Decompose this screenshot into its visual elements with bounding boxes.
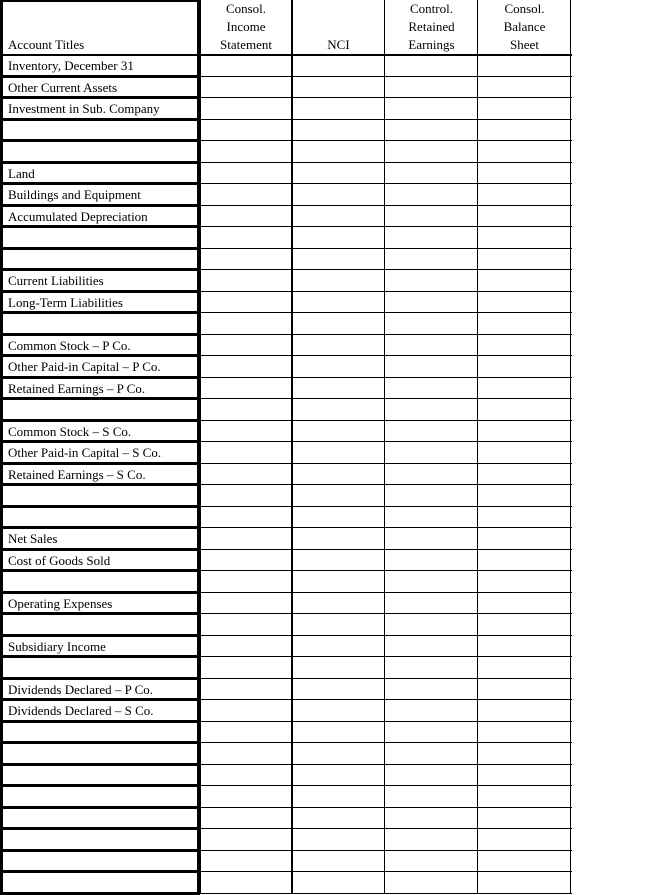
row-divider — [0, 720, 200, 723]
row-line — [200, 850, 572, 851]
account-title-cell: Retained Earnings – P Co. — [8, 380, 146, 396]
account-title-cell: Common Stock – S Co. — [8, 423, 132, 439]
row-divider — [0, 139, 200, 142]
row-divider — [0, 96, 200, 99]
row-divider — [0, 698, 200, 701]
row-divider — [0, 870, 200, 873]
row-divider — [0, 225, 200, 228]
row-line — [200, 291, 572, 292]
row-line — [200, 807, 572, 808]
row-line — [200, 570, 572, 571]
row-divider — [0, 75, 200, 78]
row-line — [200, 355, 572, 356]
row-line — [200, 463, 572, 464]
account-title-cell: Long-Term Liabilities — [8, 294, 123, 310]
column-line — [570, 0, 571, 894]
account-title-cell: Subsidiary Income — [8, 638, 106, 654]
account-title-cell: Other Paid-in Capital – S Co. — [8, 445, 162, 460]
row-line — [200, 226, 572, 227]
row-divider — [0, 892, 200, 895]
header-control-retained-earnings: Control. Retained Earnings — [408, 1, 455, 52]
account-title-cell: Dividends Declared – S Co. — [8, 703, 154, 718]
account-title-cell: Retained Earnings – S Co. — [8, 466, 146, 482]
row-line — [200, 592, 572, 593]
account-title-cell: Current Liabilities — [8, 273, 104, 288]
row-line — [200, 828, 572, 829]
row-line — [200, 140, 572, 141]
account-title-cell: Common Stock – P Co. — [8, 337, 131, 353]
account-title-cell: Land — [8, 165, 35, 181]
account-title-cell: Buildings and Equipment — [8, 187, 141, 202]
row-divider — [0, 440, 200, 443]
row-line — [200, 764, 572, 765]
row-line — [200, 119, 572, 120]
row-line — [200, 420, 572, 421]
row-line — [200, 205, 572, 206]
row-line — [200, 76, 572, 77]
row-line — [200, 398, 572, 399]
row-divider — [0, 268, 200, 271]
row-divider — [0, 419, 200, 422]
row-line — [200, 97, 572, 98]
row-line — [200, 484, 572, 485]
header-nci: NCI — [327, 37, 350, 52]
account-column-divider — [197, 0, 201, 894]
row-divider — [0, 118, 200, 121]
account-title-cell: Operating Expenses — [8, 595, 113, 611]
header-bottom-line — [0, 54, 572, 56]
row-line — [200, 699, 572, 700]
row-line — [200, 721, 572, 722]
header-account-titles: Account Titles — [8, 37, 85, 52]
row-divider — [0, 569, 200, 572]
row-line — [200, 506, 572, 507]
row-divider — [0, 397, 200, 400]
account-title-cell: Accumulated Depreciation — [8, 208, 148, 224]
row-line — [200, 785, 572, 786]
account-title-cell: Cost of Goods Sold — [8, 552, 111, 568]
row-line — [200, 334, 572, 335]
row-line — [200, 248, 572, 249]
header-top-line — [0, 0, 200, 2]
row-line — [200, 678, 572, 679]
row-divider — [0, 634, 200, 637]
row-line — [200, 742, 572, 743]
row-line — [200, 893, 572, 894]
row-divider — [0, 204, 200, 207]
row-line — [200, 441, 572, 442]
row-divider — [0, 741, 200, 744]
row-divider — [0, 526, 200, 529]
row-divider — [0, 591, 200, 594]
row-divider — [0, 311, 200, 314]
row-line — [200, 527, 572, 528]
row-divider — [0, 182, 200, 185]
row-divider — [0, 354, 200, 357]
column-line — [477, 0, 478, 894]
row-divider — [0, 505, 200, 508]
row-line — [200, 613, 572, 614]
account-title-cell: Dividends Declared – P Co. — [8, 681, 154, 697]
row-line — [200, 162, 572, 163]
row-divider — [0, 655, 200, 658]
row-line — [200, 549, 572, 550]
row-line — [200, 377, 572, 378]
row-line — [200, 269, 572, 270]
account-title-cell: Investment in Sub. Company — [8, 101, 160, 116]
header-consol-income-statement: Consol. Income Statement — [220, 1, 272, 52]
left-border — [0, 0, 3, 894]
column-line — [384, 0, 385, 894]
header-consol-balance-sheet: Consol. Balance Sheet — [503, 1, 546, 52]
row-line — [200, 183, 572, 184]
row-divider — [0, 612, 200, 615]
row-divider — [0, 806, 200, 809]
row-divider — [0, 483, 200, 486]
account-title-cell: Net Sales — [8, 531, 58, 546]
row-divider — [0, 849, 200, 852]
row-divider — [0, 827, 200, 830]
row-divider — [0, 763, 200, 766]
row-divider — [0, 548, 200, 551]
row-divider — [0, 247, 200, 250]
row-divider — [0, 290, 200, 293]
row-divider — [0, 376, 200, 379]
row-line — [200, 635, 572, 636]
row-divider — [0, 784, 200, 787]
row-line — [200, 656, 572, 657]
row-line — [200, 871, 572, 872]
row-divider — [0, 462, 200, 465]
row-divider — [0, 677, 200, 680]
row-divider — [0, 161, 200, 164]
account-title-cell: Other Current Assets — [8, 79, 118, 95]
account-title-cell: Other Paid-in Capital – P Co. — [8, 359, 161, 374]
column-line — [291, 0, 293, 894]
row-line — [200, 312, 572, 313]
account-title-cell: Inventory, December 31 — [8, 58, 134, 73]
row-divider — [0, 333, 200, 336]
